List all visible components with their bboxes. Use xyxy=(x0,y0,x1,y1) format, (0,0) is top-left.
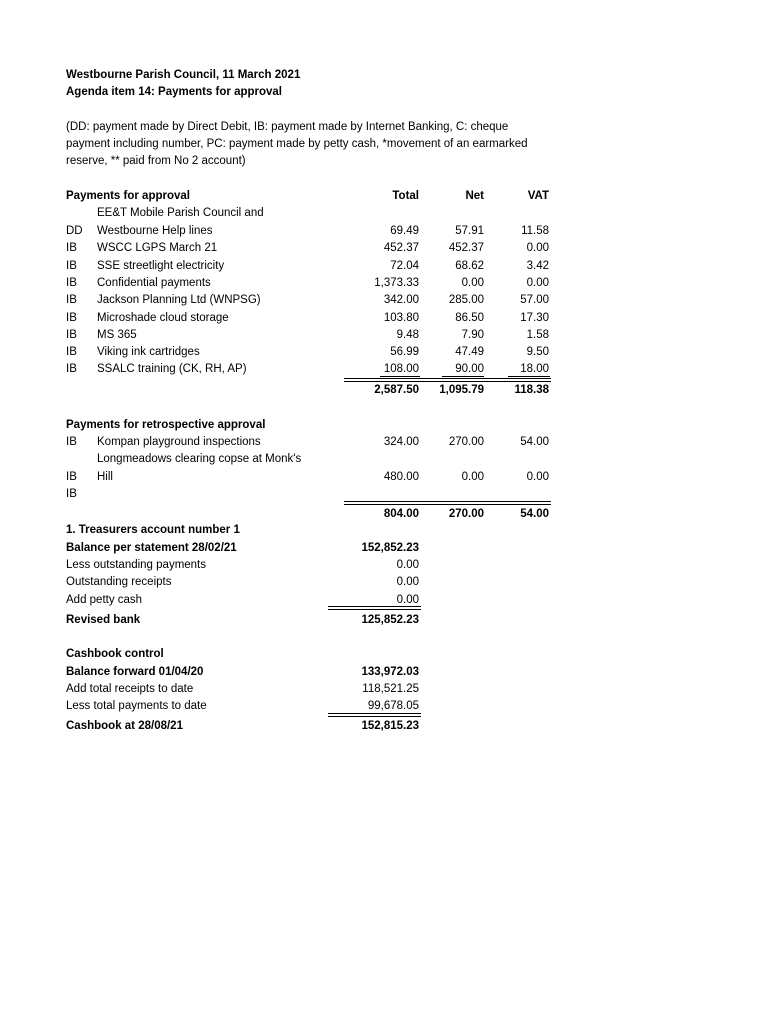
payment-code: IB xyxy=(66,242,77,254)
payment-vat: 0.00 xyxy=(526,277,549,289)
payments-value: 99,678.05 xyxy=(367,700,419,712)
revised-bank-label: Revised bank xyxy=(66,614,141,626)
payment-total: 72.04 xyxy=(390,260,419,272)
legend-note-line-1: (DD: payment made by Direct Debit, IB: payment made by Internet Banking, C: cheque xyxy=(66,121,509,133)
total-double-rule xyxy=(344,378,551,382)
payment-code: IB xyxy=(66,363,77,375)
balance-forward-value: 133,972.03 xyxy=(361,666,419,678)
row-underline-vat xyxy=(508,376,550,377)
outstanding-receipts-value: 0.00 xyxy=(396,576,419,588)
payment-vat: 54.00 xyxy=(520,436,549,448)
payment-desc: WSCC LGPS March 21 xyxy=(97,242,218,254)
outstanding-receipts-label: Outstanding receipts xyxy=(66,576,172,588)
retro-heading: Payments for retrospective approval xyxy=(66,419,266,431)
payment-net: 7.90 xyxy=(461,329,484,341)
revised-double-rule xyxy=(328,606,421,610)
payment-code: IB xyxy=(66,294,77,306)
receipts-value: 118,521.25 xyxy=(362,683,419,695)
retro-sum-total: 804.00 xyxy=(383,508,419,520)
balance-label: Balance per statement 28/02/21 xyxy=(66,542,237,554)
payment-desc: Jackson Planning Ltd (WNPSG) xyxy=(97,294,261,306)
payment-net: 86.50 xyxy=(455,312,484,324)
revised-bank-value: 125,852.23 xyxy=(361,614,419,626)
payment-net: 0.00 xyxy=(461,277,484,289)
retro-sum-vat: 54.00 xyxy=(520,508,549,520)
payment-net: 452.37 xyxy=(448,242,484,254)
approval-heading: Payments for approval xyxy=(66,190,190,202)
payment-code: IB xyxy=(66,488,77,500)
payment-desc: Microshade cloud storage xyxy=(97,312,229,324)
payment-vat: 57.00 xyxy=(520,294,549,306)
row-underline-total xyxy=(380,376,420,377)
payment-net: 285.00 xyxy=(448,294,484,306)
payment-net: 90.00 xyxy=(455,363,484,375)
payment-vat: 9.50 xyxy=(526,346,549,358)
payment-desc: Kompan playground inspections xyxy=(97,436,261,448)
payment-code: DD xyxy=(66,225,83,237)
payment-total: 56.99 xyxy=(390,346,419,358)
col-net-header: Net xyxy=(465,190,484,202)
payment-desc: Viking ink cartridges xyxy=(97,346,200,358)
payment-net: 0.00 xyxy=(461,471,484,483)
payment-desc: SSALC training (CK, RH, AP) xyxy=(97,363,247,375)
payment-code: IB xyxy=(66,436,77,448)
payment-desc: SSE streetlight electricity xyxy=(97,260,225,272)
payment-code: IB xyxy=(66,312,77,324)
payment-code: IB xyxy=(66,277,77,289)
payment-code: IB xyxy=(66,260,77,272)
col-total-header: Total xyxy=(392,190,419,202)
payment-desc: Longmeadows clearing copse at Monk's xyxy=(97,453,302,465)
payment-total: 480.00 xyxy=(383,471,419,483)
cashbook-final-label: Cashbook at 28/08/21 xyxy=(66,720,183,732)
approval-sum-net: 1,095.79 xyxy=(439,384,484,396)
legend-note-line-3: reserve, ** paid from No 2 account) xyxy=(66,155,246,167)
payment-total: 103.80 xyxy=(383,312,419,324)
treasurer-heading: 1. Treasurers account number 1 xyxy=(66,524,240,536)
payment-total: 69.49 xyxy=(390,225,419,237)
payment-total: 324.00 xyxy=(383,436,419,448)
approval-sum-vat: 118.38 xyxy=(514,384,549,396)
petty-cash-value: 0.00 xyxy=(396,594,419,606)
payment-desc-prefix: EE&T Mobile Parish Council and xyxy=(97,207,264,219)
receipts-label: Add total receipts to date xyxy=(66,683,194,695)
payment-total: 108.00 xyxy=(383,363,419,375)
payment-vat: 0.00 xyxy=(526,242,549,254)
payment-code: IB xyxy=(66,471,77,483)
cashbook-double-rule xyxy=(328,713,421,717)
row-underline-net xyxy=(442,376,484,377)
payment-vat: 1.58 xyxy=(526,329,549,341)
petty-cash-label: Add petty cash xyxy=(66,594,143,606)
balance-value: 152,852.23 xyxy=(361,542,419,554)
balance-forward-label: Balance forward 01/04/20 xyxy=(66,666,204,678)
retro-double-rule xyxy=(344,501,551,505)
document-title: Westbourne Parish Council, 11 March 2021 xyxy=(66,69,301,81)
approval-sum-total: 2,587.50 xyxy=(374,384,419,396)
payment-vat: 11.58 xyxy=(521,225,549,237)
payment-total: 452.37 xyxy=(383,242,419,254)
payment-code: IB xyxy=(66,346,77,358)
less-outstanding-label: Less outstanding payments xyxy=(66,559,207,571)
payment-net: 270.00 xyxy=(448,436,484,448)
payment-vat: 0.00 xyxy=(526,471,549,483)
payment-total: 342.00 xyxy=(383,294,419,306)
payment-desc-continued: Hill xyxy=(97,471,113,483)
payment-total: 9.48 xyxy=(396,329,419,341)
payment-desc: Confidential payments xyxy=(97,277,211,289)
legend-note-line-2: payment including number, PC: payment made by petty cash, *movement of an earmarked xyxy=(66,138,528,150)
payment-vat: 17.30 xyxy=(520,312,549,324)
payment-desc: MS 365 xyxy=(97,329,137,341)
payment-desc: Westbourne Help lines xyxy=(97,225,213,237)
payment-total: 1,373.33 xyxy=(374,277,419,289)
retro-sum-net: 270.00 xyxy=(448,508,484,520)
payment-vat: 3.42 xyxy=(526,260,549,272)
col-vat-header: VAT xyxy=(527,190,549,202)
payment-net: 68.62 xyxy=(455,260,484,272)
payments-label: Less total payments to date xyxy=(66,700,207,712)
cashbook-final-value: 152,815.23 xyxy=(361,720,419,732)
less-outstanding-value: 0.00 xyxy=(396,559,419,571)
payment-net: 57.91 xyxy=(455,225,484,237)
cashbook-heading: Cashbook control xyxy=(66,648,164,660)
payment-vat: 18.00 xyxy=(520,363,549,375)
payment-code: IB xyxy=(66,329,77,341)
agenda-title: Agenda item 14: Payments for approval xyxy=(66,86,283,98)
payment-net: 47.49 xyxy=(455,346,484,358)
